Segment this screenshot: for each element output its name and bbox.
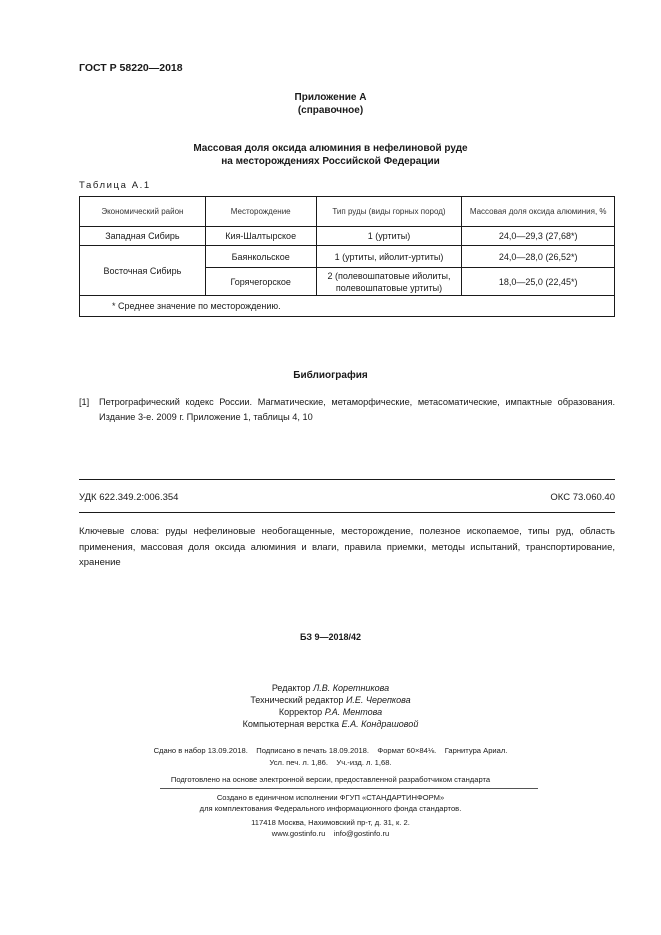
table-label: Таблица А.1 bbox=[79, 180, 151, 191]
table-header-cell: Экономический район bbox=[80, 197, 206, 227]
bibliography-item-number: [1] bbox=[79, 397, 90, 407]
appendix-kind: (справочное) bbox=[297, 105, 364, 116]
tech-editor-line bbox=[0, 695, 661, 705]
table-header-cell: Массовая доля оксида алюминия, % bbox=[462, 197, 615, 227]
table-header-cell: Месторождение bbox=[205, 197, 316, 227]
website-link[interactable]: www.gostinfo.ru bbox=[271, 829, 326, 838]
divider bbox=[79, 479, 615, 480]
table-cell-region: Восточная Сибирь bbox=[80, 246, 206, 296]
table-header-cell: Тип руды (виды горных пород) bbox=[316, 197, 462, 227]
bibliography-title: Библиография bbox=[293, 370, 368, 381]
email-link[interactable]: info@gostinfo.ru bbox=[333, 829, 390, 838]
editor-name: Л.В. Коретникова bbox=[313, 683, 390, 693]
corrector-label: Корректор bbox=[278, 707, 323, 717]
table-header-row bbox=[80, 197, 615, 227]
divider bbox=[160, 788, 538, 789]
editor-label: Редактор bbox=[271, 683, 311, 693]
table-row bbox=[80, 227, 615, 246]
tech-editor-label: Технический редактор bbox=[250, 695, 344, 705]
table-cell-mass: 24,0—29,3 (27,68*) bbox=[462, 227, 615, 246]
table-cell-mass: 18,0—25,0 (22,45*) bbox=[462, 268, 615, 296]
table-cell-deposit: Баянкольское bbox=[205, 246, 316, 268]
layout-line bbox=[0, 719, 661, 729]
corrector-line bbox=[0, 707, 661, 717]
contacts-line bbox=[0, 829, 661, 838]
data-table bbox=[79, 196, 615, 317]
corrector-name: Р.А. Ментова bbox=[324, 707, 383, 717]
publisher-address: 117418 Москва, Нахимовский пр-т, д. 31, к. 2. bbox=[251, 818, 410, 827]
table-note-row bbox=[80, 296, 615, 317]
table-cell-ore: 1 (уртиты) bbox=[316, 227, 462, 246]
appendix-heading-line2: на месторождениях Российской Федерации bbox=[221, 156, 440, 167]
bz-number: БЗ 9—2018/42 bbox=[299, 632, 362, 642]
bibliography-item-text: Петрографический кодекс России. Магматические, метаморфические, метасоматические, импактные образования. Издание 3-е. 2009 г. Приложение 1, таблицы 4, 10 bbox=[99, 397, 615, 422]
keywords: Ключевые слова: руды нефелиновые необогащенные, месторождение, полезное ископаемое, типы руд, область применения, массовая доля оксида алюминия и влаги, правила приемки, методы испытаний, транспортирование, хранение bbox=[79, 526, 615, 568]
table-cell-deposit: Горячегорское bbox=[205, 268, 316, 296]
layout-name: Е.А. Кондрашовой bbox=[341, 719, 419, 729]
udk-code: УДК 622.349.2:006.354 bbox=[79, 492, 179, 503]
table-cell-ore-line1: 2 (полевошпатовые ийолиты, bbox=[327, 270, 451, 281]
publication-line-1: Сдано в набор 13.09.2018. Подписано в печать 18.09.2018. Формат 60×84⅛. Гарнитура Ариал. bbox=[153, 746, 508, 755]
editor-line bbox=[0, 683, 661, 693]
created-line-2: для комплектования Федерального информационного фонда стандартов. bbox=[199, 804, 462, 813]
prepared-note: Подготовлено на основе электронной версии, предоставленной разработчиком стандарта bbox=[170, 775, 491, 784]
table-cell-ore: 1 (уртиты, ийолит-уртиты) bbox=[316, 246, 462, 268]
table-cell-ore bbox=[316, 268, 462, 296]
created-line-1: Создано в единичном исполнении ФГУП «СТАНДАРТИНФОРМ» bbox=[216, 793, 445, 802]
table-cell-deposit: Кия-Шалтырское bbox=[205, 227, 316, 246]
appendix-title: Приложение А bbox=[294, 92, 367, 103]
divider bbox=[79, 512, 615, 513]
table-row bbox=[80, 246, 615, 268]
table-cell-region: Западная Сибирь bbox=[80, 227, 206, 246]
oks-code: ОКС 73.060.40 bbox=[550, 492, 615, 503]
table-cell-mass: 24,0—28,0 (26,52*) bbox=[462, 246, 615, 268]
table-cell-ore-line2: полевошпатовые уртиты) bbox=[335, 282, 443, 293]
appendix-heading-line1: Массовая доля оксида алюминия в нефелиновой руде bbox=[193, 143, 468, 154]
table-note: * Среднее значение по месторождению. bbox=[80, 296, 615, 317]
tech-editor-name: И.Е. Черепкова bbox=[345, 695, 411, 705]
publication-line-2: Усл. печ. л. 1,86. Уч.-изд. л. 1,68. bbox=[269, 758, 392, 767]
layout-label: Компьютерная верстка bbox=[242, 719, 340, 729]
document-code: ГОСТ Р 58220—2018 bbox=[79, 62, 183, 74]
